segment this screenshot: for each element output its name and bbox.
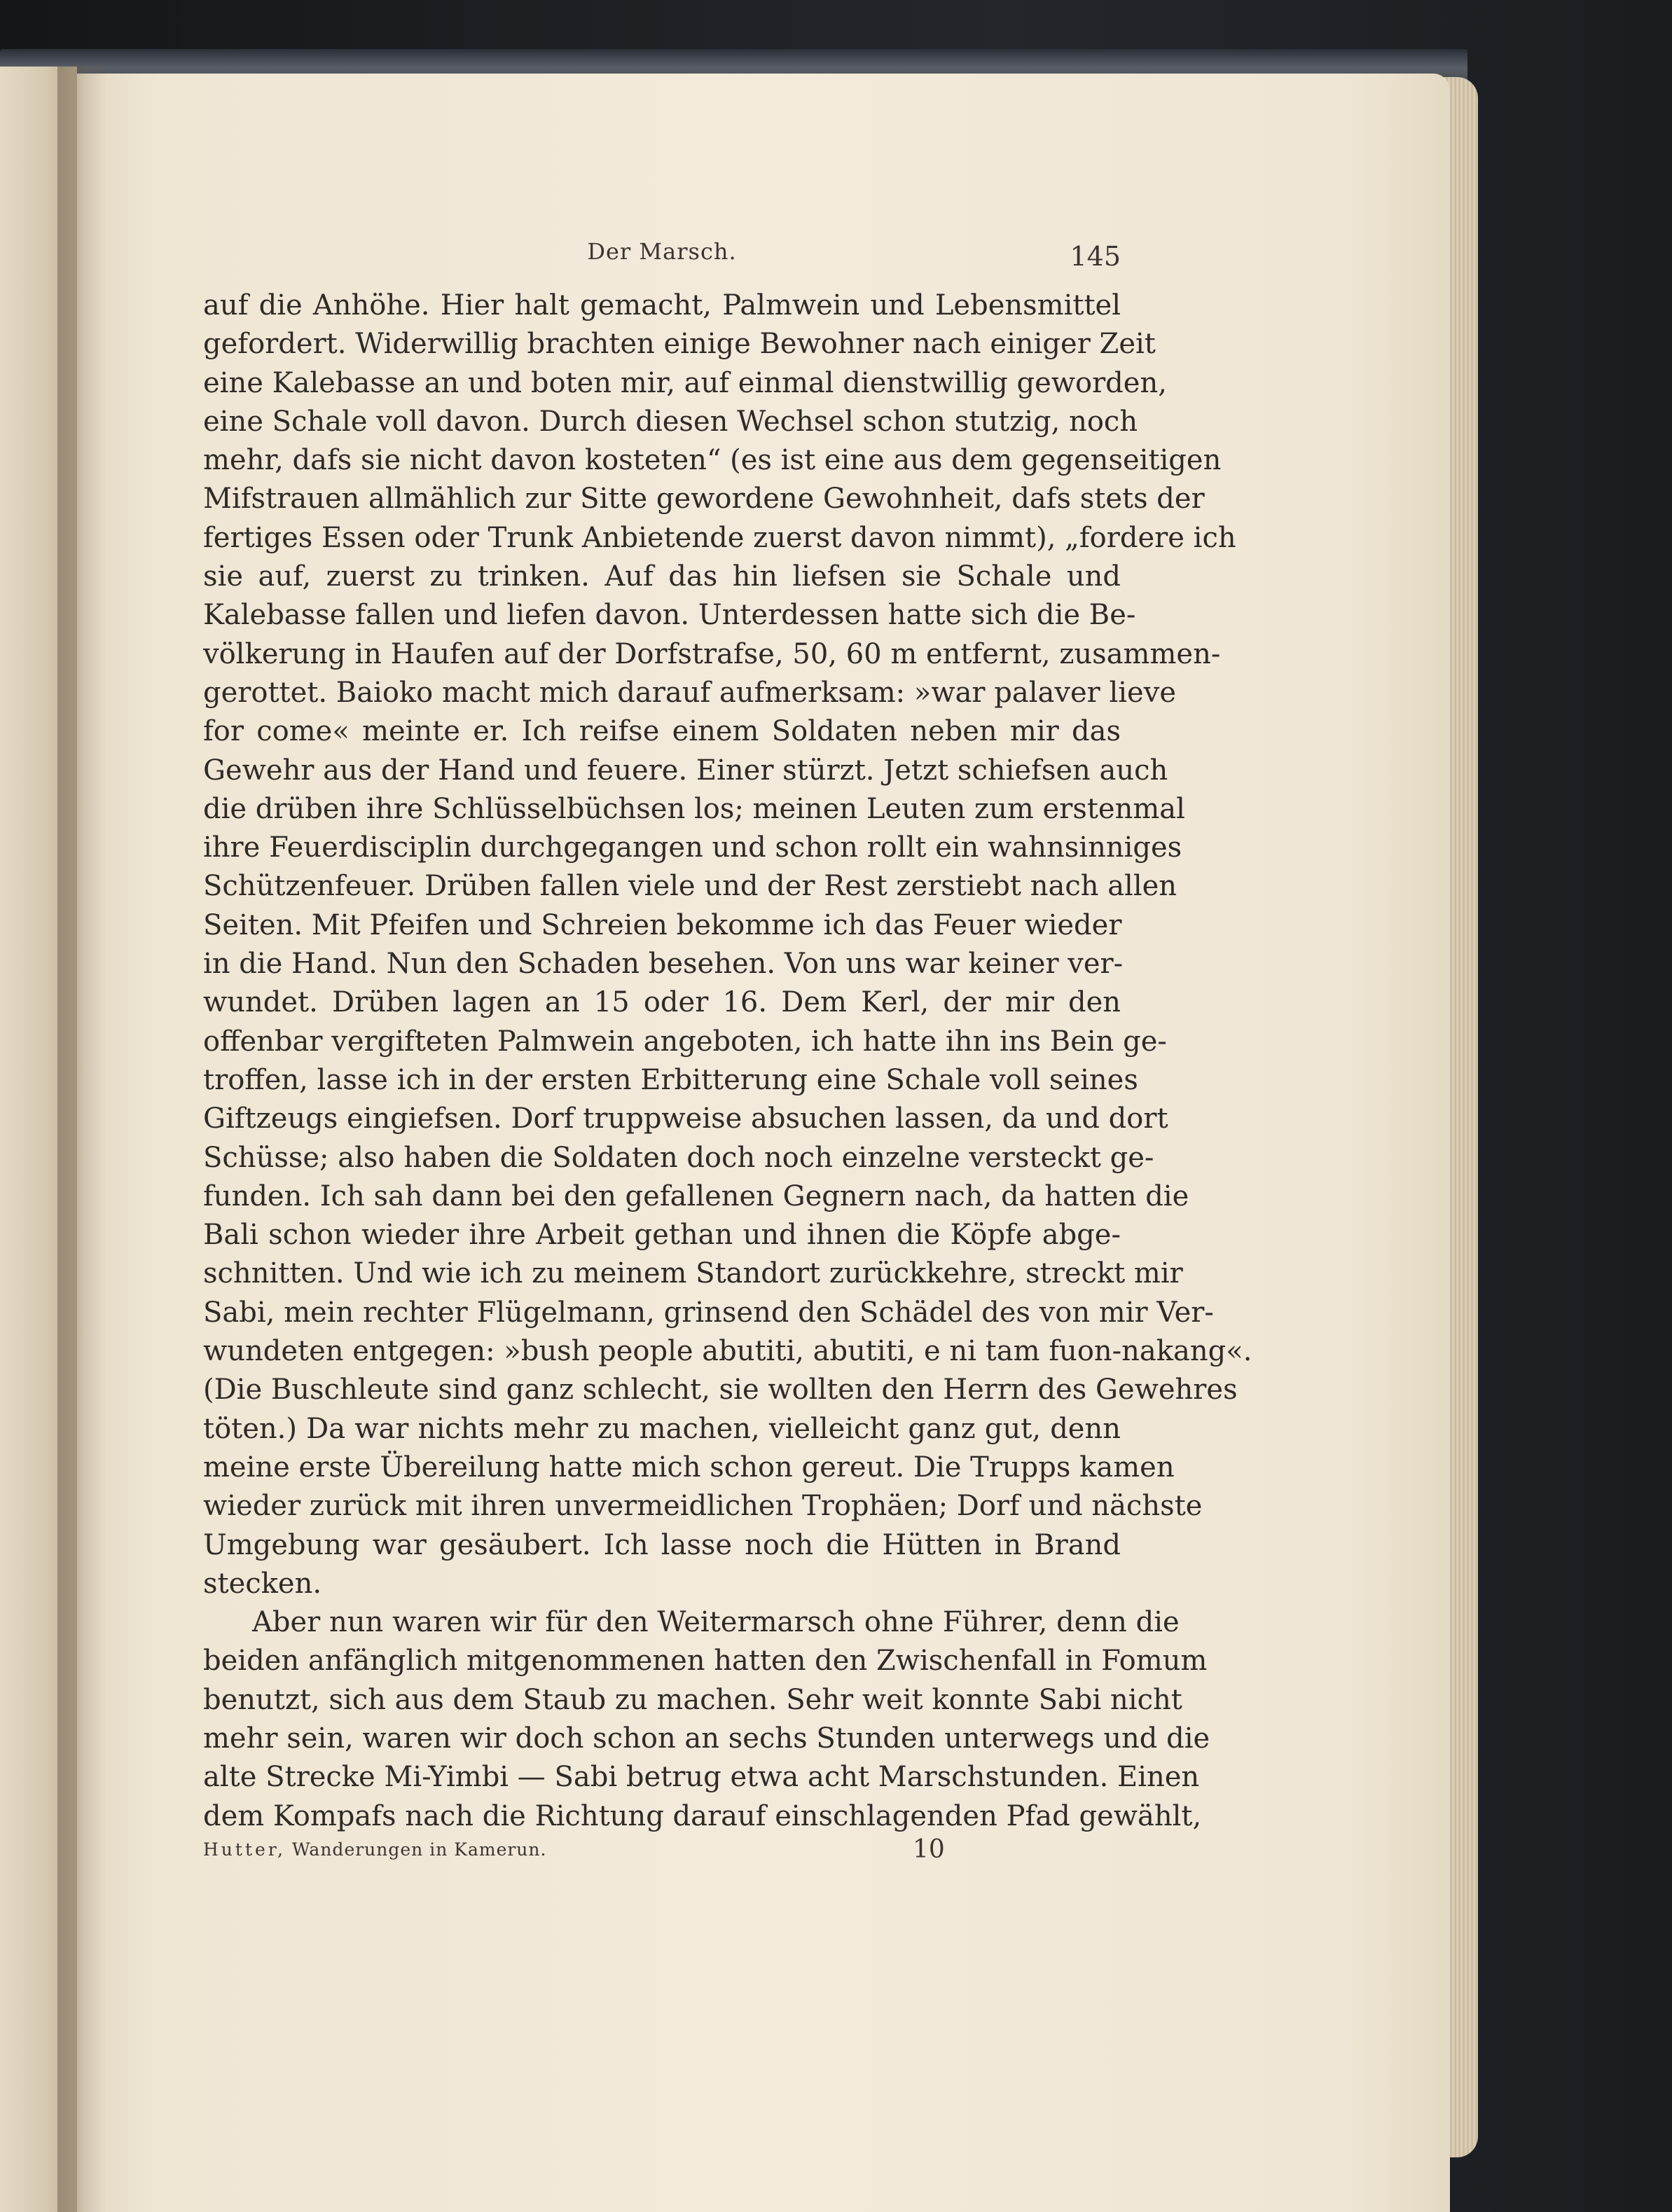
text-line: auf die Anhöhe. Hier halt gemacht, Palmwein und Lebensmittel [203,289,1121,322]
text-line: for come« meinte er. Ich reifse einem Soldaten neben mir das [203,715,1121,748]
text-line: gefordert. Widerwillig brachten einige Bewohner nach einiger Zeit [203,328,1156,361]
text-line: Umgebung war gesäubert. Ich lasse noch die Hütten in Brand [203,1528,1121,1561]
text-line: funden. Ich sah dann bei den gefallenen Gegnern nach, da hatten die [203,1180,1189,1212]
sheet-number: 10 [913,1835,945,1864]
text-line: völkerung in Haufen auf der Dorfstrafse, 50, 60 m entfernt, zusammen- [203,637,1221,670]
text-line: gerottet. Baioko macht mich darauf aufmerksam: »war palaver lieve [203,676,1176,709]
book-signature [203,1839,546,1860]
text-line: wundeten entgegen: »bush people abutiti, abutiti, e ni tam fuon-nakang«. [203,1335,1252,1368]
text-line: dem Kompafs nach die Richtung darauf einschlagenden Pfad gewählt, [203,1799,1202,1832]
signature-author: Hutter, [203,1839,286,1860]
text-line: Bali schon wieder ihre Arbeit gethan und ihnen die Köpfe abge- [203,1219,1121,1252]
book-gutter [57,67,106,2212]
text-line: mehr, dafs sie nicht davon kosteten“ (es ist eine aus dem gegenseitigen [203,444,1222,477]
text-line: Giftzeugs eingiefsen. Dorf truppweise absuchen lassen, da und dort [203,1102,1168,1135]
running-head: Der Marsch. [587,238,737,265]
text-line: Sabi, mein rechter Flügelmann, grinsend den Schädel des von mir Ver- [203,1296,1214,1329]
paragraph-start-line: Aber nun waren wir für den Weitermarsch ohne Führer, denn die [252,1606,1180,1639]
text-line: Gewehr aus der Hand und feuere. Einer stürzt. Jetzt schiefsen auch [203,754,1168,787]
body-text [203,286,1252,1836]
text-line: Seiten. Mit Pfeifen und Schreien bekomme ich das Feuer wieder [203,908,1122,941]
text-line: schnitten. Und wie ich zu meinem Standort zurückkehre, streckt mir [203,1257,1183,1290]
text-line: sie auf, zuerst zu trinken. Auf das hin liefsen sie Schale und [203,560,1121,593]
text-line: Kalebasse fallen und liefen davon. Unterdessen hatte sich die Be- [203,599,1136,632]
page-header [203,238,1121,280]
text-line: (Die Buschleute sind ganz schlecht, sie wollten den Herrn des Gewehres [203,1374,1238,1406]
text-line: wieder zurück mit ihren unvermeidlichen Trophäen; Dorf und nächste [203,1490,1203,1523]
text-line: Schützenfeuer. Drüben fallen viele und der Rest zerstiebt nach allen [203,870,1177,903]
paragraph-end-line: stecken. [203,1567,322,1600]
text-line: fertiges Essen oder Trunk Anbietende zuerst davon nimmt), „fordere ich [203,521,1236,554]
text-line: töten.) Da war nichts mehr zu machen, vielleicht ganz gut, denn [203,1412,1121,1445]
text-line: benutzt, sich aus dem Staub zu machen. Sehr weit konnte Sabi nicht [203,1683,1182,1716]
text-line: in die Hand. Nun den Schaden besehen. Von uns war keiner ver- [203,948,1124,981]
page-number: 145 [1070,241,1121,272]
text-line: troffen, lasse ich in der ersten Erbitterung eine Schale voll seines [203,1063,1138,1096]
text-line: beiden anfänglich mitgenommenen hatten den Zwischenfall in Fomum [203,1645,1208,1678]
text-line: offenbar vergifteten Palmwein angeboten, ich hatte ihn ins Bein ge- [203,1025,1167,1058]
text-line: eine Kalebasse an und boten mir, auf einmal dienstwillig geworden, [203,366,1167,399]
text-line: alte Strecke Mi-Yimbi — Sabi betrug etwa acht Marschstunden. Einen [203,1761,1200,1794]
page-footer [203,1835,1121,1870]
text-line: mehr sein, waren wir doch schon an sechs Stunden unterwegs und die [203,1722,1210,1755]
signature-title: Wanderungen in Kamerun. [291,1839,547,1860]
text-line: wundet. Drüben lagen an 15 oder 16. Dem Kerl, der mir den [203,986,1121,1019]
text-line: Mifstrauen allmählich zur Sitte gewordene Gewohnheit, dafs stets der [203,483,1205,516]
text-line: ihre Feuerdisciplin durchgegangen und schon rollt ein wahnsinniges [203,831,1182,864]
text-line: Schüsse; also haben die Soldaten doch noch einzelne versteckt ge- [203,1141,1154,1174]
text-line: eine Schale voll davon. Durch diesen Wechsel schon stutzig, noch [203,405,1138,438]
text-line: die drüben ihre Schlüsselbüchsen los; meinen Leuten zum erstenmal [203,792,1185,825]
text-line: meine erste Übereilung hatte mich schon gereut. Die Trupps kamen [203,1451,1175,1484]
